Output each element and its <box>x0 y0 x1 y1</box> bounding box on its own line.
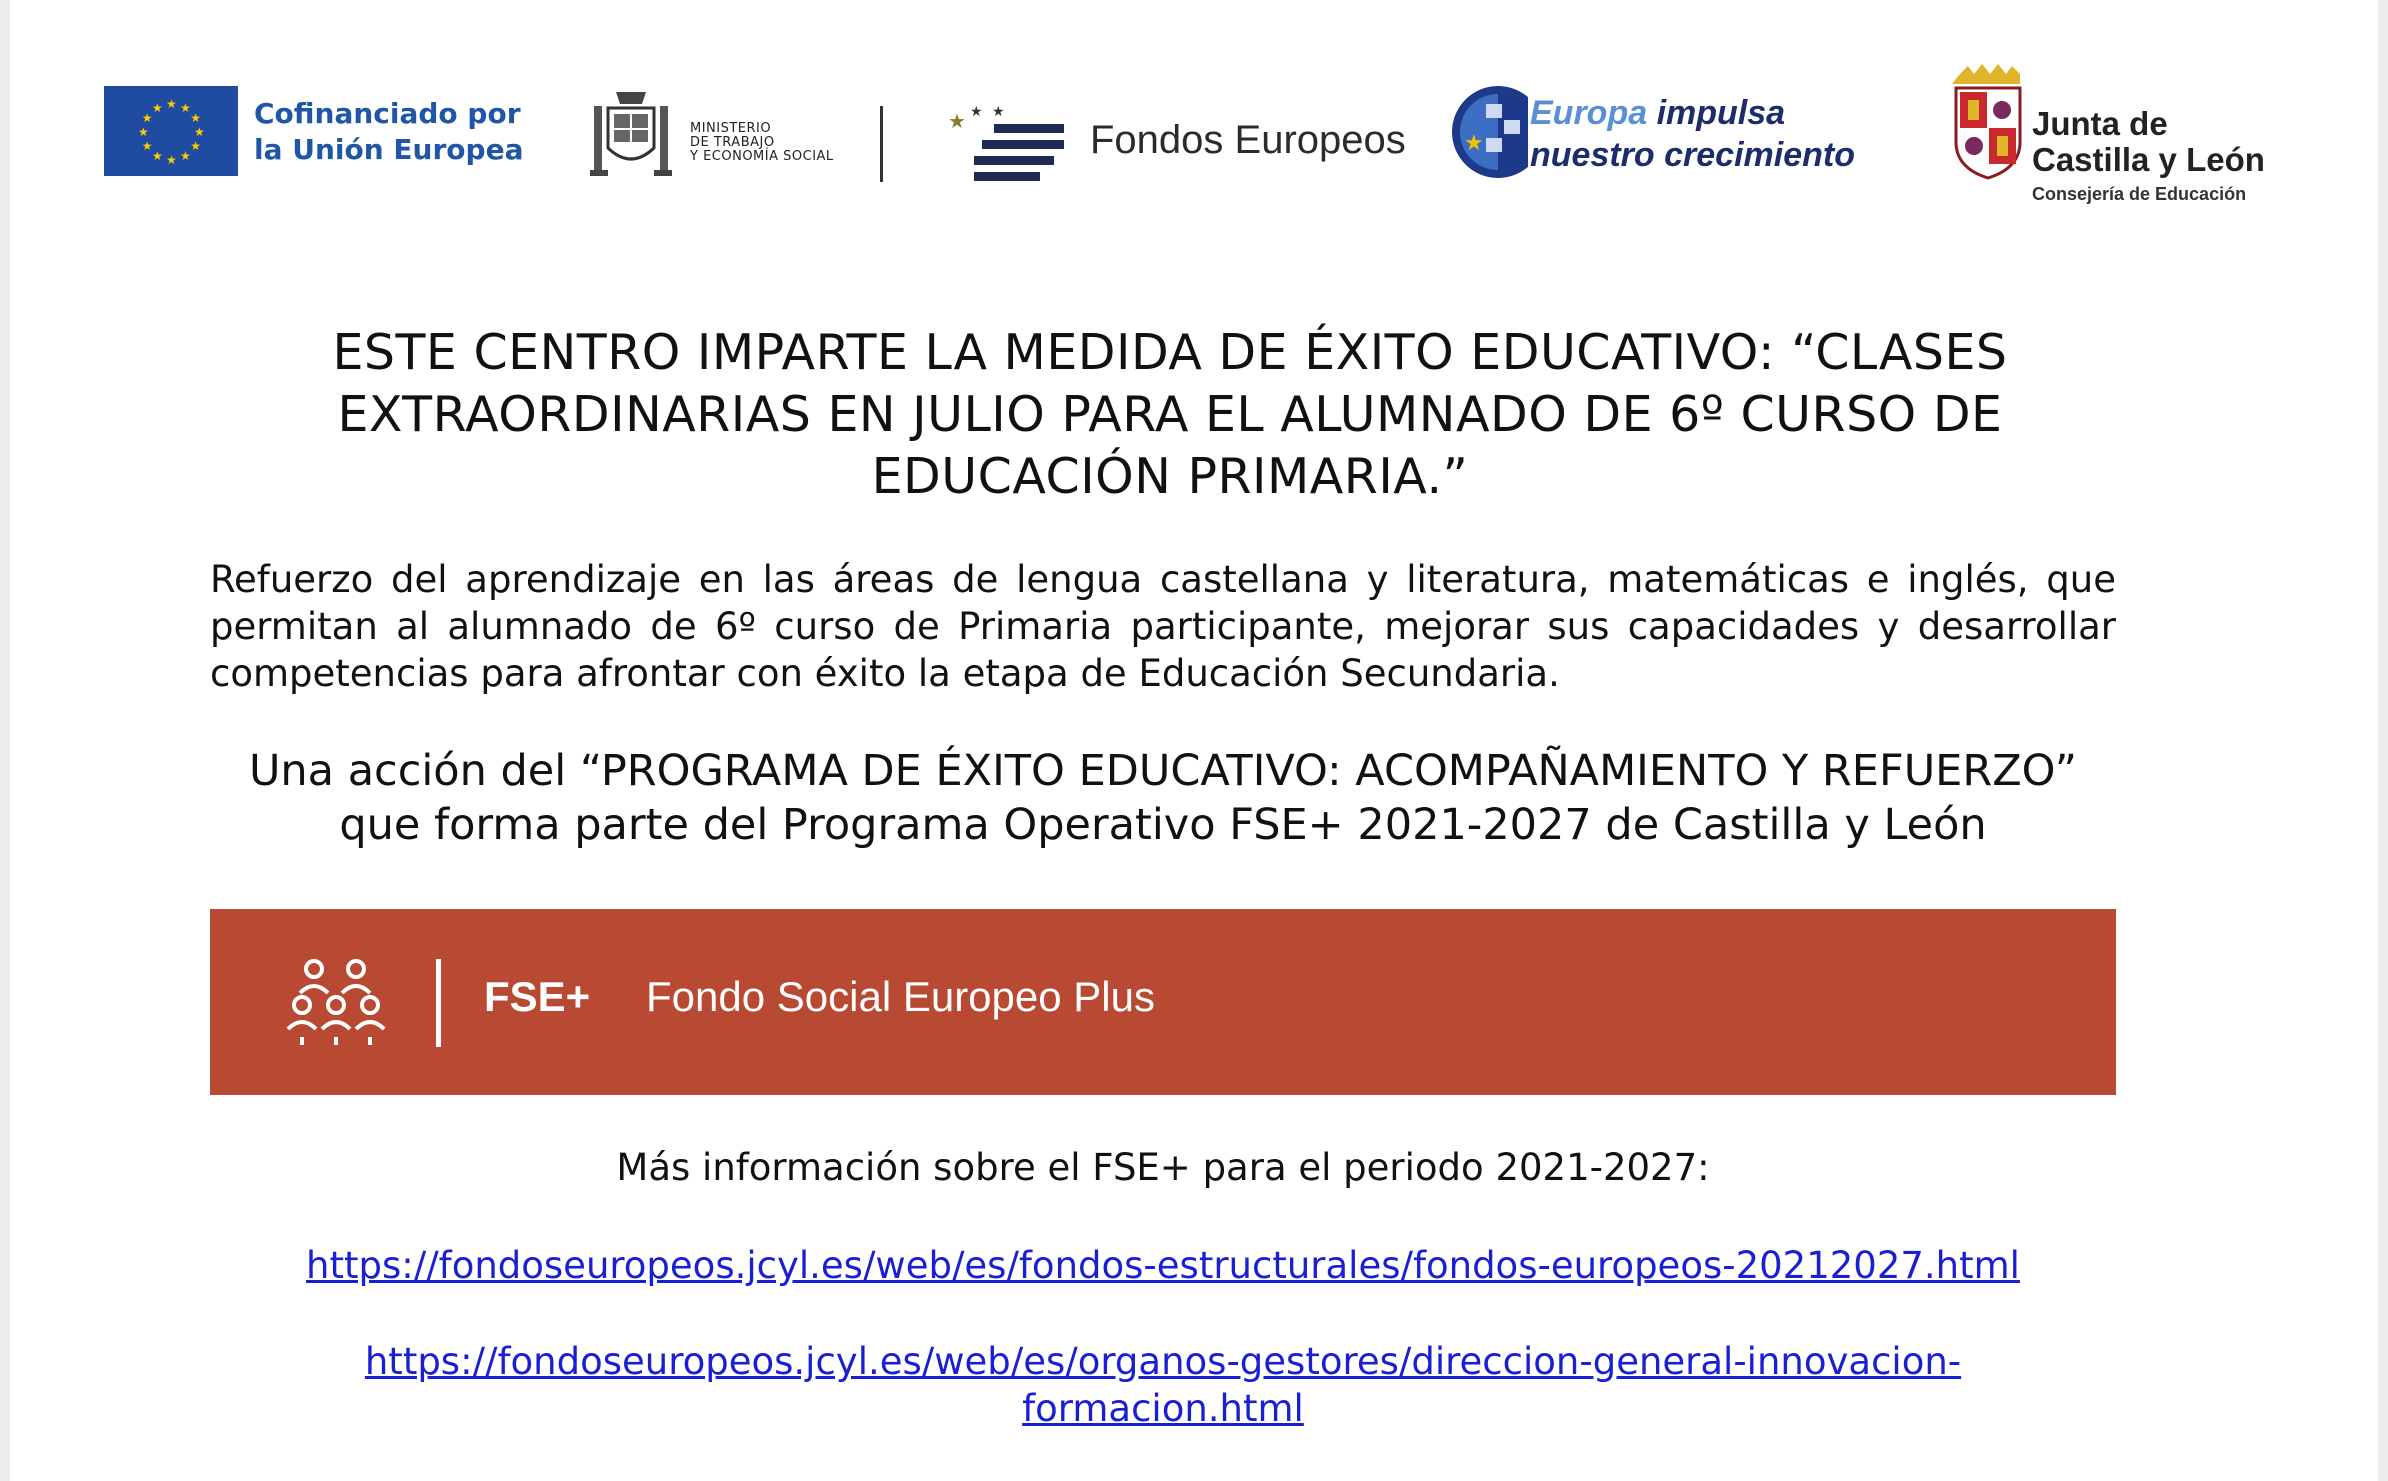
castilla-leon-crest-icon <box>1952 60 2024 182</box>
svg-text:★: ★ <box>970 104 983 120</box>
fse-plus-code: FSE+ <box>484 973 591 1020</box>
fse-plus-banner <box>210 909 2116 1095</box>
eu-label-line1: Cofinanciado por <box>254 97 521 130</box>
eu-star-icon: ★ <box>194 125 205 139</box>
ministerio-line1: MINISTERIO <box>690 121 772 136</box>
eu-star-icon: ★ <box>180 100 191 115</box>
fse-plus-name: Fondo Social Europeo Plus <box>646 973 1155 1020</box>
europa-impulsa-line2: nuestro crecimiento <box>1530 136 1855 174</box>
eu-star-icon: ★ <box>152 149 163 164</box>
europa-globe-icon <box>1450 80 1528 184</box>
impulsa-word: impulsa <box>1656 94 1786 132</box>
eu-star-icon: ★ <box>138 125 149 139</box>
eu-flag-icon <box>104 86 238 176</box>
people-group-icon <box>284 957 394 1047</box>
headline: ESTE CENTRO IMPARTE LA MEDIDA DE ÉXITO EDUCATIVO: “CLASES EXTRAORDINARIAS EN JULIO PARA EL ALUMNADO DE 6º CURSO DE EDUCACIÓN PRIMARIA.” <box>332 324 2008 505</box>
more-info-label: Más información sobre el FSE+ para el periodo 2021-2027: <box>616 1146 1710 1189</box>
logo-divider <box>880 106 883 182</box>
ministerio-label <box>690 122 834 164</box>
intro-paragraph: Refuerzo del aprendizaje en las áreas de lengua castellana y literatura, matemáticas e inglés, que permitan al alumnado de 6º curso de Primaria participante, mejorar sus capacidades y desarrollar competencias para afrontar con éxito la etapa de Educación Secundaria. <box>210 558 2116 695</box>
eu-star-icon: ★ <box>180 149 191 164</box>
jcyl-line1: Junta de <box>2032 105 2168 142</box>
svg-text:★: ★ <box>1464 131 1484 156</box>
document-page <box>10 0 2378 1481</box>
jcyl-sublabel: Consejería de Educación <box>2032 184 2247 204</box>
svg-text:★: ★ <box>992 104 1005 120</box>
eu-star-icon: ★ <box>190 111 202 125</box>
svg-text:★: ★ <box>948 109 966 133</box>
eu-star-icon: ★ <box>141 111 153 125</box>
spain-coat-of-arms-icon <box>588 86 674 182</box>
eu-star-icon: ★ <box>152 100 163 115</box>
eu-cofinancing-label <box>254 96 523 168</box>
jcyl-line2: Castilla y León <box>2032 141 2265 178</box>
fondos-europeos-label: Fondos Europeos <box>1090 118 1406 162</box>
program-paragraph: Una acción del “PROGRAMA DE ÉXITO EDUCATIVO: ACOMPAÑAMIENTO Y REFUERZO” que forma parte del Programa Operativo FSE+ 2021-2027 de Castilla y León <box>248 746 2078 850</box>
jcyl-label <box>2032 106 2265 178</box>
eu-star-icon: ★ <box>141 139 153 153</box>
ministerio-line3: Y ECONOMÍA SOCIAL <box>690 149 834 164</box>
eu-label-line2: la Unión Europea <box>254 133 524 166</box>
europa-impulsa-label <box>1530 92 1855 176</box>
europa-word: Europa <box>1530 94 1648 132</box>
eu-star-icon: ★ <box>166 97 177 111</box>
eu-star-icon: ★ <box>166 153 177 167</box>
logo-strip <box>10 0 2378 230</box>
eu-star-icon: ★ <box>190 139 202 153</box>
direccion-general-link[interactable]: https://fondoseuropeos.jcyl.es/web/es/organos-gestores/direccion-general-innovacion-formacion.html <box>364 1340 1962 1430</box>
europa-impulsa-line1 <box>1530 92 1855 134</box>
ministerio-line2: DE TRABAJO <box>690 135 775 150</box>
fondos-europeos-link[interactable]: https://fondoseuropeos.jcyl.es/web/es/fondos-estructurales/fondos-europeos-20212027.html <box>306 1244 2020 1287</box>
fondos-europeos-flag-icon <box>948 100 1078 184</box>
banner-divider <box>436 959 441 1047</box>
